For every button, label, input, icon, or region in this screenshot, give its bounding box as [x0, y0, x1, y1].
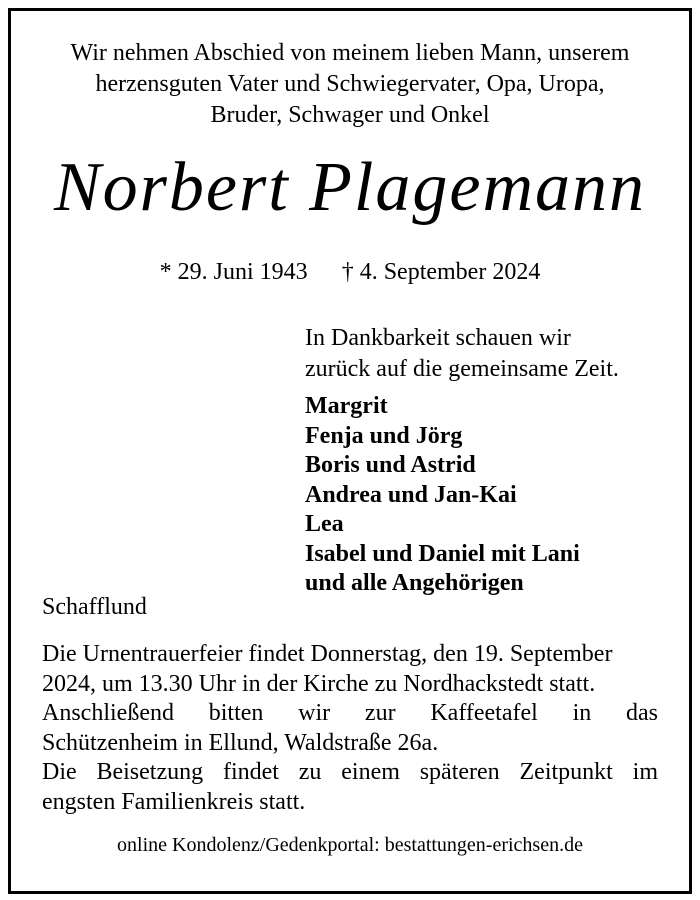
mourner-line: Isabel und Daniel mit Lani: [305, 540, 580, 567]
deceased-name: Norbert Plagemann: [53, 149, 647, 226]
condolence-portal-note: online Kondolenz/Gedenkportal: bestattungen-erichsen.de: [117, 834, 583, 856]
intro-text: [0, 38, 700, 131]
ceremony-line: Schützenheim in Ellund, Waldstraße 26a.: [42, 729, 439, 756]
ceremony-line: Die Urnentrauerfeier findet Donnerstag, den 19. September: [42, 641, 613, 667]
mourner-line: Boris und Astrid: [305, 452, 476, 478]
ceremony-line: 2024, um 13.30 Uhr in der Kirche zu Nordhackstedt statt.: [42, 670, 596, 697]
thanks-text: [305, 323, 619, 385]
thanks-line: zurück auf die gemeinsame Zeit.: [305, 356, 619, 382]
life-dates: [0, 256, 700, 288]
birth-date: * 29. Juni 1943: [159, 259, 308, 285]
death-date: † 4. September 2024: [341, 259, 541, 285]
thanks-line: In Dankbarkeit schauen wir: [305, 325, 571, 351]
intro-line: Bruder, Schwager und Onkel: [210, 102, 490, 128]
mourner-line: Fenja und Jörg: [305, 422, 463, 449]
ceremony-line: engsten Familienkreis statt.: [42, 788, 306, 815]
ceremony-line: Die Beisetzung findet zu einem späteren Zeitpunkt im: [42, 759, 658, 785]
ceremony-line: Anschließend bitten wir zur Kaffeetafel in das: [42, 700, 658, 726]
intro-line: herzensguten Vater und Schwiegervater, Opa, Uropa,: [95, 71, 605, 97]
mourner-line: Lea: [305, 511, 344, 537]
ceremony-info: [42, 640, 658, 817]
mourner-line: Margrit: [305, 393, 388, 419]
mourners-list: [305, 392, 580, 599]
place-name: Schafflund: [42, 594, 147, 620]
mourner-line: Andrea und Jan-Kai: [305, 481, 517, 508]
intro-line: Wir nehmen Abschied von meinem lieben Mann, unserem: [70, 40, 630, 66]
mourner-line: und alle Angehörigen: [305, 570, 524, 596]
